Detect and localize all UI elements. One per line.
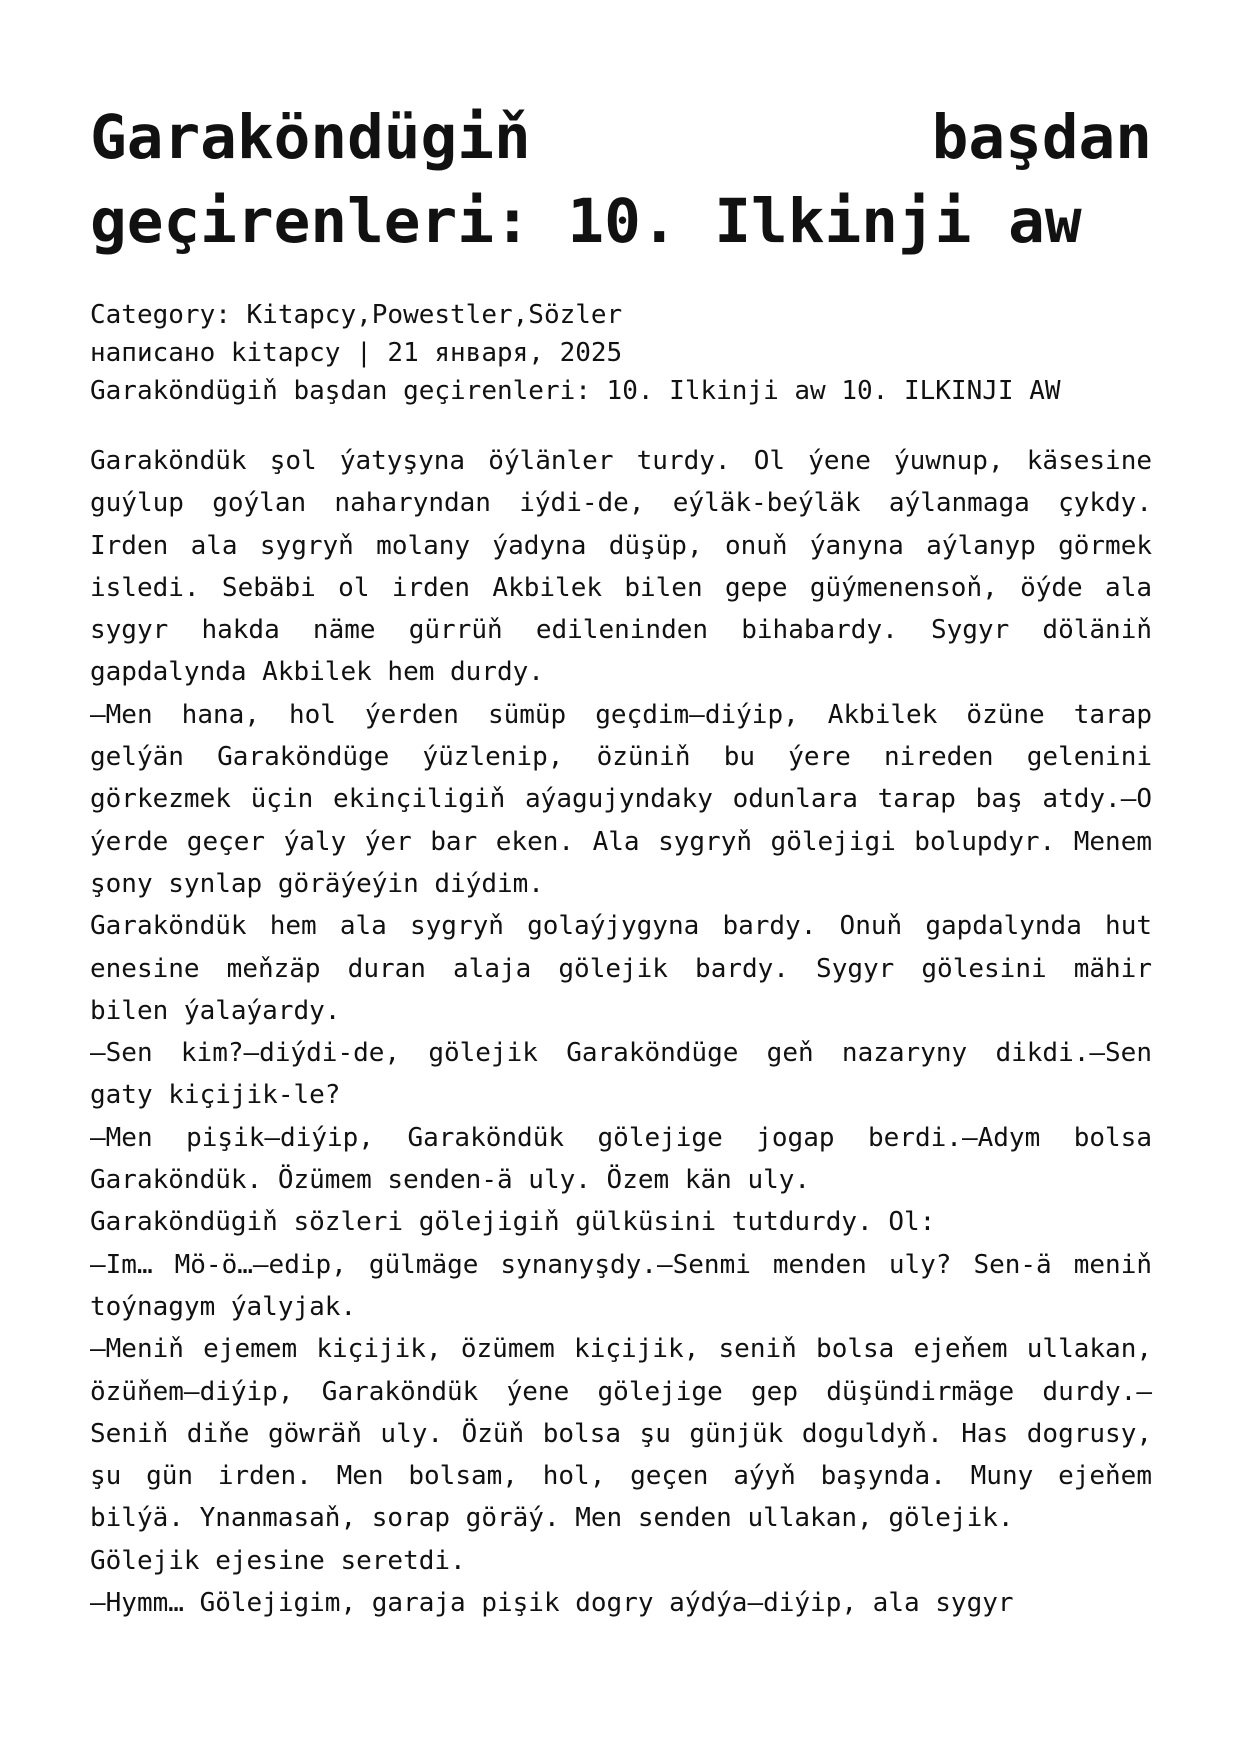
lead-line: Garaköndügiň başdan geçirenleri: 10. Ilkinji aw 10. ILKINJI AW (90, 376, 1061, 406)
paragraph: Gölejik ejesine seretdi. (90, 1545, 466, 1576)
article-title: Garaköndügiň başdan geçirenleri: 10. Ilkinji aw (90, 102, 1152, 257)
paragraph: —Men hana, hol ýerden sümüp geçdim—diýip, Akbilek özüne tarap gelýän Garaköndüge ýüzlenip, özüniň bu ýere nireden gelenini görkezmek üçin ekinçiligiň aýagujyndaky odunlara tarap baş atdy.—O ýerde geçer ýaly ýer bar eken. Ala sygryň gölejigi bolupdyr. Menem şony synlap göräýeýin diýdim. (90, 699, 1152, 899)
paragraph: —Sen kim?—diýdi-de, gölejik Garaköndüge geň nazaryny dikdi.—Sen gaty kiçijik-le? (90, 1038, 1152, 1111)
paragraph: Garaköndük hem ala sygryň golaýjygyna bardy. Onuň gapdalynda hut enesine meňzäp duran alaja gölejik bardy. Sygyr gölesini mähir bilen ýalaýardy. (90, 911, 1152, 1026)
paragraph: —Im… Mö-ö…—edip, gülmäge synanyşdy.—Senmi menden uly? Sen-ä meniň toýnagym ýalyjak. (90, 1249, 1152, 1322)
document-page (90, 96, 1152, 1624)
article-meta (90, 296, 1152, 410)
paragraph: Garaköndük şol ýatyşyna öýlänler turdy. Ol ýene ýuwnup, käsesine guýlup goýlan naharyndan iýdi-de, eýläk-beýläk aýlanmaga çykdy. Irden ala sygryň molany ýadyna düşüp, onuň ýanyna aýlanyp görmek isledi. Sebäbi ol irden Akbilek bilen gepe güýmenensoň, öýde ala sygyr hakda näme gürrüň edileninden bihabardy. Sygyr döläniň gapdalynda Akbilek hem durdy. (90, 446, 1152, 688)
paragraph: —Hymm… Gölejigim, garaja pişik dogry aýdýa—diýip, ala sygyr (90, 1588, 1014, 1619)
category-line: Category: Kitapcy,Powestler,Sözler (90, 300, 623, 330)
paragraph: —Meniň ejemem kiçijik, özümem kiçijik, seniň bolsa ejeňem ullakan, özüňem—diýip, Garaköndük ýene gölejige gep düşündirmäge durdy.—Seniň diňe göwräň uly. Özüň bolsa şu günjük doguldyň. Has dogrusy, şu gün irden. Men bolsam, hol, geçen aýyň başynda. Muny ejeňem bilýä. Ynanmasaň, sorap göräý. Men senden ullakan, gölejik. (90, 1334, 1152, 1534)
paragraph: Garaköndügiň sözleri gölejigiň gülküsini tutdurdy. Ol: (90, 1207, 936, 1238)
paragraph: —Men pişik—diýip, Garaköndük gölejige jogap berdi.—Adym bolsa Garaköndük. Özümem senden-ä uly. Özem kän uly. (90, 1122, 1152, 1196)
article-body (90, 440, 1152, 1624)
byline: написано kitapcy | 21 января, 2025 (90, 338, 623, 368)
